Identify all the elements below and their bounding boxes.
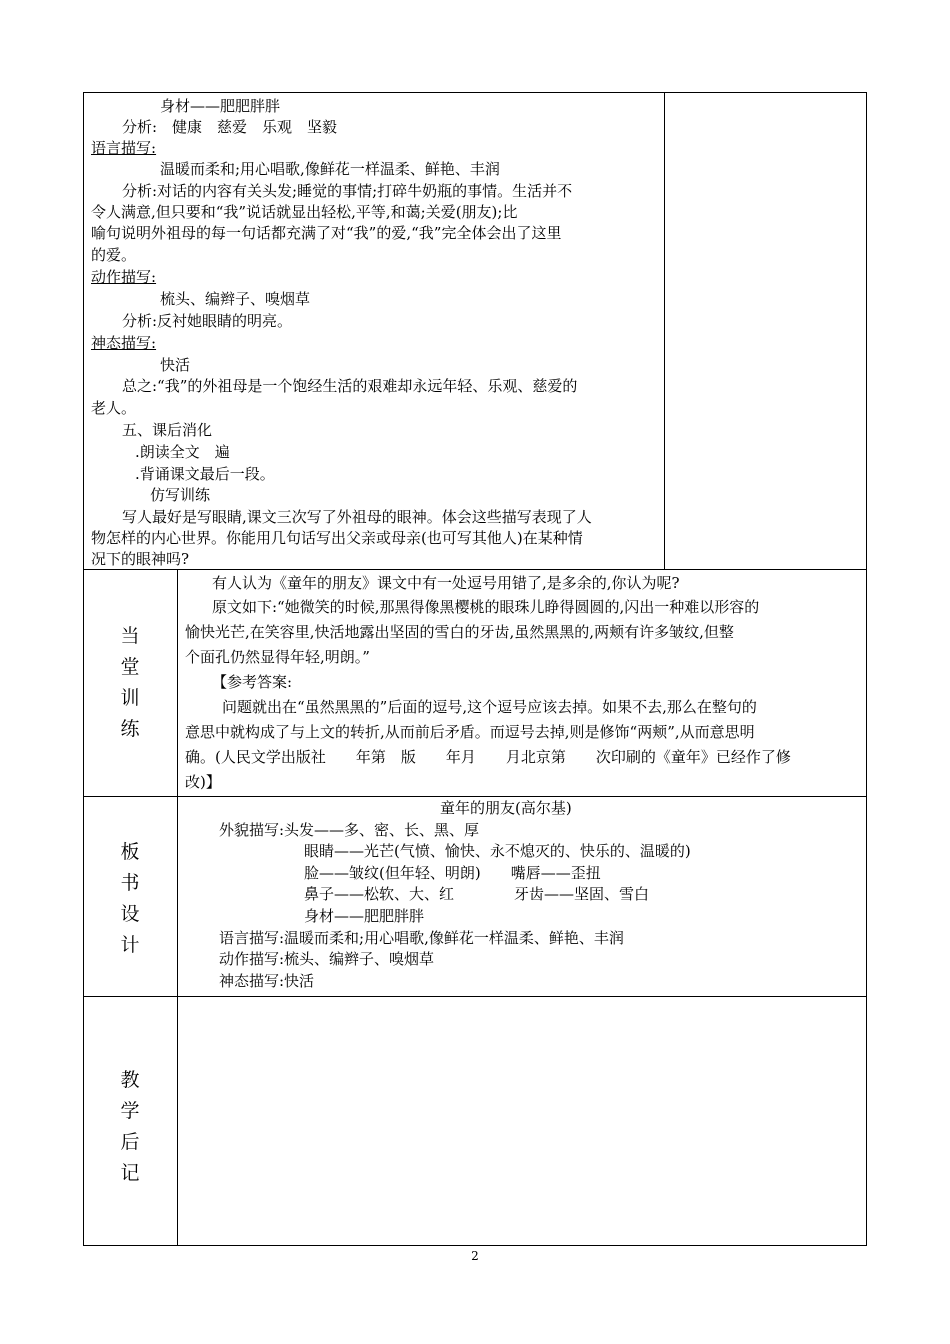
text-line: 身材——肥肥胖胖: [160, 97, 281, 115]
label-column-divider: [177, 569, 178, 1246]
text-line: 分析: 健康 慈爱 乐观 坚毅: [122, 118, 338, 136]
text-line: 分析:反衬她眼睛的明亮。: [122, 312, 293, 330]
text-line: 脸——皱纹(但年轻、明朗) 嘴唇——歪扭: [304, 864, 601, 882]
text-line: 温暖而柔和;用心唱歌,像鲜花一样温柔、鲜艳、丰润: [160, 160, 500, 178]
label-char: 计: [120, 934, 140, 956]
board-title: 童年的朋友(高尔基): [440, 799, 572, 817]
text-line: 况下的眼神吗?: [91, 550, 190, 568]
text-line: 原文如下:“她微笑的时候,那黑得像黑樱桃的眼珠儿睁得圆圆的,闪出一种难以形容的: [212, 598, 760, 616]
text-line: 眼睛——光芒(气愤、愉快、永不熄灭的、快乐的、温暖的): [304, 842, 691, 860]
label-char: 当: [120, 625, 140, 647]
text-line: 动作描写:梳头、编辫子、嗅烟草: [219, 950, 435, 968]
label-char: 后: [120, 1131, 140, 1153]
text-line: 的爱。: [91, 246, 137, 264]
label-char: 教: [120, 1069, 140, 1091]
top-column-divider: [664, 92, 665, 569]
text-line: 身材——肥肥胖胖: [304, 907, 425, 925]
section-heading-expression: 神态描写:: [91, 334, 157, 352]
text-line: 有人认为《童年的朋友》课文中有一处逗号用错了,是多余的,你认为呢?: [212, 574, 680, 592]
label-char: 练: [120, 718, 140, 740]
text-line: 愉快光芒,在笑容里,快活地露出坚固的雪白的牙齿,虽然黑黑的,两颊有许多皱纹,但整: [185, 623, 734, 641]
text-line: 问题就出在“虽然黑黑的”后面的逗号,这个逗号应该去掉。如果不去,那么在整句的: [222, 698, 757, 716]
text-line: 总之:“我”的外祖母是一个饱经生活的艰难却永远年轻、乐观、慈爱的: [122, 377, 578, 395]
label-char: 堂: [120, 656, 140, 678]
text-line: 个面孔仍然显得年轻,明朗。”: [185, 648, 370, 666]
label-char: 板: [120, 841, 140, 863]
text-line: 语言描写:温暖而柔和;用心唱歌,像鲜花一样温柔、鲜艳、丰润: [219, 929, 624, 947]
text-line: 梳头、编辫子、嗅烟草: [160, 290, 311, 308]
section-heading-speech: 语言描写:: [91, 139, 157, 157]
section-heading-review: 五、课后消化: [122, 421, 213, 439]
text-line: 确。(人民文学出版社 年第 版 年月 月北京第 次印刷的《童年》已经作了修: [185, 748, 791, 766]
label-char: 书: [120, 872, 140, 894]
text-line: .背诵课文最后一段。: [135, 465, 275, 483]
text-line: 改)】: [185, 773, 221, 791]
text-line: 分析:对话的内容有关头发;睡觉的事情;打碎牛奶瓶的事情。生活并不: [122, 182, 573, 200]
text-line: 意思中就构成了与上文的转折,从而前后矛盾。而逗号去掉,则是修饰“两颊”,从而意思明: [185, 723, 755, 741]
text-line: 【参考答案:: [212, 673, 293, 691]
row-divider-3: [83, 996, 867, 997]
text-line: 令人满意,但只要和“我”说话就显出轻松,平等,和蔼;关爱(朋友);比: [91, 203, 518, 221]
text-line: 写人最好是写眼睛,课文三次写了外祖母的眼神。体会这些描写表现了人: [122, 508, 592, 526]
text-line: 外貌描写:头发——多、密、长、黑、厚: [219, 821, 480, 839]
text-line: .朗读全文 遍: [135, 443, 230, 461]
page-number: 2: [471, 1249, 479, 1263]
label-char: 学: [120, 1100, 140, 1122]
practice-label: [83, 621, 177, 745]
label-char: 记: [120, 1162, 140, 1184]
board-label: [83, 837, 177, 961]
text-line: 快活: [160, 356, 191, 374]
label-char: 设: [120, 903, 140, 925]
text-line: 仿写训练: [150, 486, 211, 504]
text-line: 鼻子——松软、大、红 牙齿——坚固、雪白: [304, 885, 650, 903]
section-heading-action: 动作描写:: [91, 268, 157, 286]
text-line: 老人。: [91, 399, 137, 417]
text-line: 喻句说明外祖母的每一句话都充满了对“我”的爱,“我”完全体会出了这里: [91, 224, 562, 242]
label-char: 训: [120, 687, 140, 709]
lesson-table: [83, 92, 867, 1246]
notes-label: [83, 1065, 177, 1189]
text-line: 物怎样的内心世界。你能用几句话写出父亲或母亲(也可写其他人)在某种情: [91, 529, 583, 547]
row-divider-1: [83, 569, 867, 570]
text-line: 神态描写:快活: [219, 972, 315, 990]
